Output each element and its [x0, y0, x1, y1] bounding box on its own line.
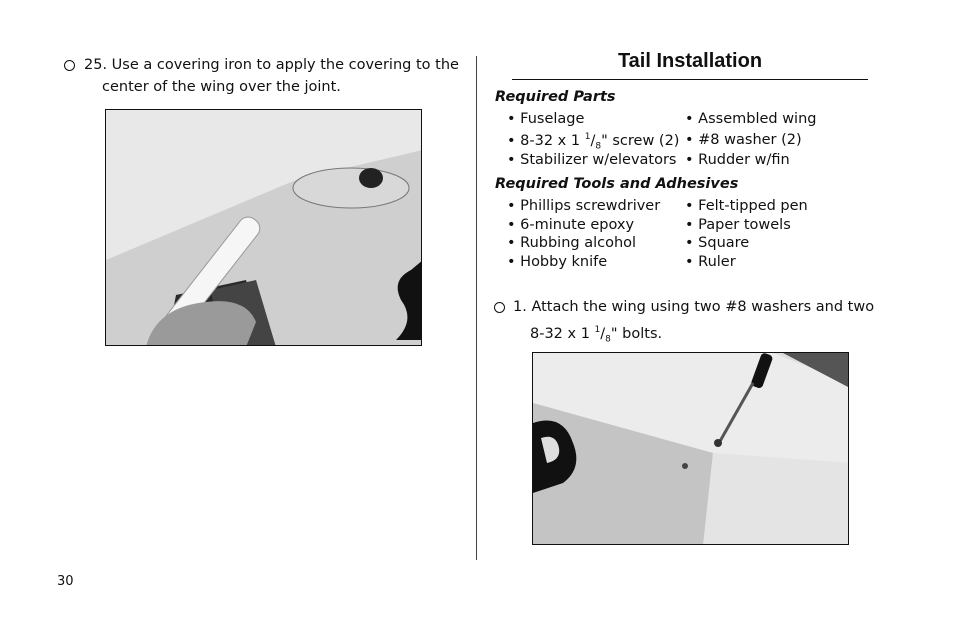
step-1-number: 1. [513, 299, 527, 315]
parts-item: • Fuselage [507, 111, 585, 127]
page-number: 30 [57, 574, 74, 589]
required-tools-heading: Required Tools and Adhesives [495, 176, 739, 192]
required-parts-heading: Required Parts [495, 89, 616, 105]
step-1-line1: Attach the wing using two #8 washers and two [531, 299, 875, 315]
checkbox-circle-icon[interactable] [64, 60, 75, 71]
section-title: Tail Installation [617, 50, 763, 72]
step-1 [513, 296, 874, 318]
checkbox-circle-icon[interactable] [494, 302, 505, 313]
parts-item: • Stabilizer w/elevators [507, 152, 677, 168]
tools-item: • Hobby knife [507, 254, 608, 270]
step-25-number: 25. [84, 57, 108, 73]
tools-item: • Felt-tipped pen [685, 198, 808, 214]
parts-item: • #8 washer (2) [685, 132, 802, 148]
title-rule [512, 79, 868, 80]
tools-item: • Paper towels [685, 217, 791, 233]
photo-wing-attach [532, 352, 849, 545]
column-divider [476, 56, 477, 560]
tools-item: • Square [685, 235, 750, 251]
step-25-line1: Use a covering iron to apply the covering to the [111, 57, 459, 73]
covering-iron-illustration [106, 110, 422, 346]
step-1-line2: 8-32 x 1 $^1/_8$" bolts. [530, 325, 663, 345]
parts-item: • Assembled wing [685, 111, 817, 127]
parts-item-screw: • 8-32 x 1 $^1/_8$" screw (2) [507, 132, 680, 152]
wing-attach-illustration [533, 353, 849, 545]
tools-item: • 6-minute epoxy [507, 217, 635, 233]
photo-covering-iron [105, 109, 422, 346]
tools-item: • Phillips screwdriver [507, 198, 661, 214]
step-25 [84, 54, 459, 76]
tools-item: • Rubbing alcohol [507, 235, 637, 251]
tools-item: • Ruler [685, 254, 736, 270]
step-25-line2: center of the wing over the joint. [102, 79, 341, 95]
parts-item: • Rudder w/fin [685, 152, 790, 168]
